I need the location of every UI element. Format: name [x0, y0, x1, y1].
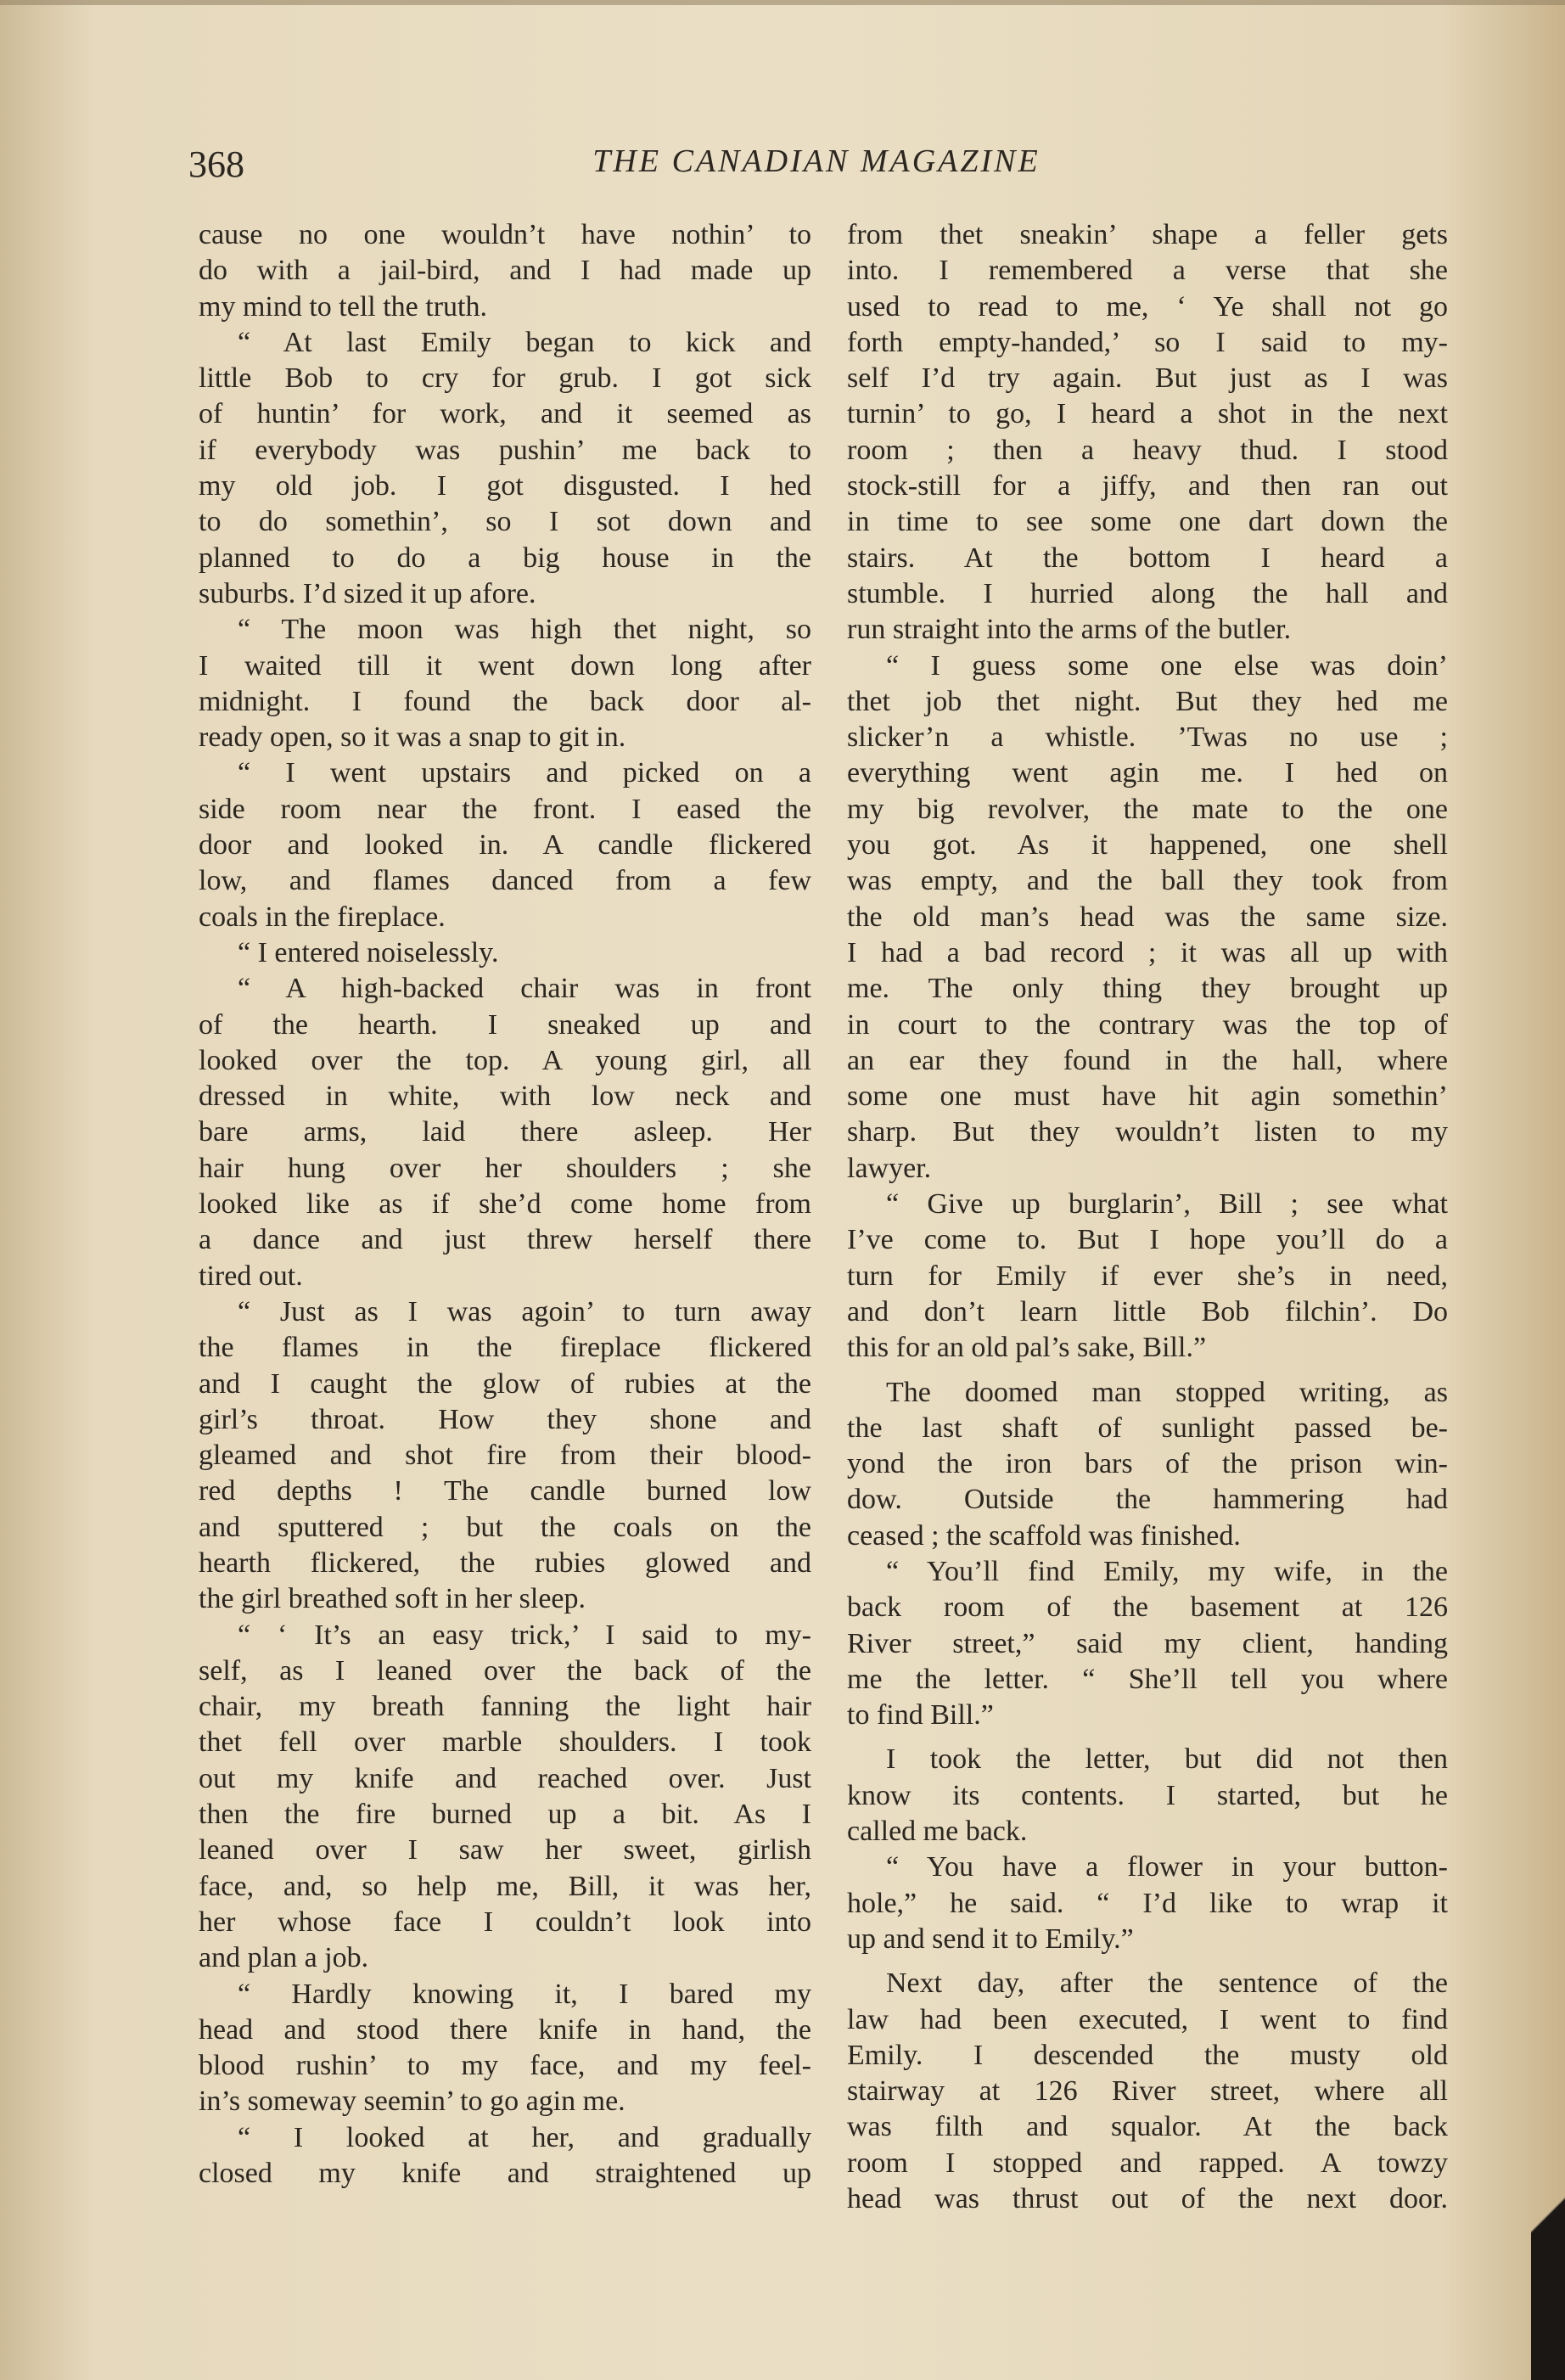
text-line: stumble. I hurried along the hall and — [847, 577, 1448, 609]
text-line: then the fire burned up a bit. As I — [199, 1799, 811, 1831]
text-line: dressed in white, with low neck and — [199, 1081, 811, 1113]
text-line: door and looked in. A candle flickered — [199, 829, 811, 862]
text-line: run straight into the arms of the butler. — [847, 614, 1292, 646]
text-line: a dance and just threw herself there — [199, 1224, 811, 1256]
text-line: self, as I leaned over the back of the — [199, 1654, 811, 1687]
text-line: self I’d try again. But just as I was — [847, 362, 1448, 395]
left-text-column — [199, 217, 811, 2192]
text-line: and I caught the glow of rubies at the — [199, 1367, 811, 1400]
text-line: called me back. — [847, 1816, 1028, 1848]
text-line: the last shaft of sunlight passed be- — [847, 1412, 1448, 1444]
text-line: “ I went upstairs and picked on a — [238, 757, 811, 789]
text-line: and sputtered ; but the coals on the — [199, 1511, 811, 1543]
text-line: face, and, so help me, Bill, it was her, — [199, 1870, 811, 1902]
text-line: “ You’ll find Emily, my wife, in the — [886, 1555, 1448, 1587]
text-line: “ Give up burglarin’, Bill ; see what — [886, 1188, 1448, 1221]
text-line: “ You have a flower in your button- — [886, 1851, 1448, 1883]
text-line: midnight. I found the back door al- — [199, 685, 811, 717]
text-line: in court to the contrary was the top of — [847, 1008, 1448, 1041]
text-line: head and stood there knife in hand, the — [199, 2013, 811, 2046]
text-line: “ A high-backed chair was in front — [238, 973, 811, 1005]
text-line: an ear they found in the hall, where — [847, 1044, 1448, 1076]
text-line: and plan a job. — [199, 1942, 369, 1974]
text-line: to find Bill.” — [847, 1699, 994, 1732]
text-line: me. The only thing they brought up — [847, 973, 1448, 1005]
text-line: stock-still for a jiffy, and then ran out — [847, 470, 1448, 502]
text-line: Emily. I descended the musty old — [847, 2039, 1448, 2071]
text-line: I’ve come to. But I hope you’ll do a — [847, 1224, 1448, 1256]
text-line: thet fell over marble shoulders. I took — [199, 1726, 811, 1759]
text-line: slicker’n a whistle. ’Twas no use ; — [847, 721, 1448, 754]
text-line: ready open, so it was a snap to git in. — [199, 721, 626, 754]
text-line: coals in the fireplace. — [199, 901, 446, 933]
text-line: blood rushin’ to my face, and my feel- — [199, 2050, 811, 2082]
page-header — [188, 143, 1444, 194]
right-text-column — [847, 217, 1448, 2217]
text-line: of huntin’ for work, and it seemed as — [199, 398, 811, 430]
text-line: dow. Outside the hammering had — [847, 1484, 1448, 1516]
text-line: some one must have hit agin somethin’ — [847, 1081, 1448, 1113]
text-line: stairway at 126 River street, where all — [847, 2075, 1448, 2108]
text-line: my mind to tell the truth. — [199, 290, 487, 323]
text-line: was empty, and the ball they took from — [847, 865, 1448, 897]
text-line: little Bob to cry for grub. I got sick — [199, 362, 811, 395]
text-line: “ At last Emily began to kick and — [238, 326, 811, 358]
text-line: I had a bad record ; it was all up with — [847, 936, 1448, 968]
text-line: River street,” said my client, handing — [847, 1627, 1448, 1659]
text-line: was filth and squalor. At the back — [847, 2111, 1448, 2143]
text-line: to do somethin’, so I sot down and — [199, 506, 811, 538]
text-line: in time to see some one dart down the — [847, 506, 1448, 538]
text-line: hair hung over her shoulders ; she — [199, 1152, 811, 1184]
text-line: “ The moon was high thet night, so — [238, 614, 811, 646]
text-line: looked over the top. A young girl, all — [199, 1044, 811, 1076]
text-line: “ Hardly knowing it, I bared my — [238, 1978, 811, 2010]
text-line: if everybody was pushin’ me back to — [199, 434, 811, 466]
text-line: stairs. At the bottom I heard a — [847, 542, 1448, 574]
text-line: you got. As it happened, one shell — [847, 829, 1448, 862]
text-line: cause no one wouldn’t have nothin’ to — [199, 219, 811, 250]
text-line: The doomed man stopped writing, as — [886, 1376, 1448, 1408]
text-line: room I stopped and rapped. A towzy — [847, 2147, 1448, 2179]
page-edge-line — [0, 0, 1565, 5]
text-line: “ I entered noiselessly. — [238, 936, 499, 968]
text-line: everything went agin me. I hed on — [847, 757, 1448, 789]
text-line: I waited till it went down long after — [199, 649, 811, 682]
text-line: I took the letter, but did not then — [886, 1743, 1448, 1776]
text-line: up and send it to Emily.” — [847, 1923, 1134, 1955]
paragraph-gap — [847, 1733, 1448, 1742]
text-line: in’s someway seemin’ to go agin me. — [199, 2085, 625, 2118]
text-line: low, and flames danced from a few — [199, 865, 811, 897]
text-line: “ I guess some one else was doin’ — [886, 649, 1448, 682]
text-line: of the hearth. I sneaked up and — [199, 1008, 811, 1041]
page-number: 368 — [188, 143, 244, 185]
text-line: chair, my breath fanning the light hair — [199, 1691, 811, 1723]
text-line: suburbs. I’d sized it up afore. — [199, 577, 536, 609]
text-line: planned to do a big house in the — [199, 542, 811, 574]
text-line: room ; then a heavy thud. I stood — [847, 434, 1448, 466]
text-line: ceased ; the scaffold was finished. — [847, 1519, 1241, 1552]
text-line: do with a jail-bird, and I had made up — [199, 255, 811, 287]
text-line: hearth flickered, the rubies glowed and — [199, 1546, 811, 1579]
text-line: head was thrust out of the next door. — [847, 2183, 1448, 2215]
text-line: “ ‘ It’s an easy trick,’ I said to my- — [238, 1619, 811, 1651]
text-line: “ Just as I was agoin’ to turn away — [238, 1295, 811, 1328]
paragraph-gap — [847, 1367, 1448, 1375]
binding-shadow — [1531, 2108, 1565, 2380]
text-line: and don’t learn little Bob filchin’. Do — [847, 1295, 1448, 1328]
text-line: thet job thet night. But they hed me — [847, 685, 1448, 717]
text-line: into. I remembered a verse that she — [847, 255, 1448, 287]
text-line: used to read to me, ‘ Ye shall not go — [847, 290, 1448, 323]
running-title: THE CANADIAN MAGAZINE — [592, 143, 1041, 179]
text-line: leaned over I saw her sweet, girlish — [199, 1834, 811, 1866]
text-line: the girl breathed soft in her sleep. — [199, 1583, 586, 1615]
text-line: sharp. But they wouldn’t listen to my — [847, 1116, 1448, 1148]
text-line: my big revolver, the mate to the one — [847, 793, 1448, 825]
text-line: out my knife and reached over. Just — [199, 1762, 811, 1794]
text-line: yond the iron bars of the prison win- — [847, 1448, 1448, 1480]
text-line: side room near the front. I eased the — [199, 793, 811, 825]
text-line: turn for Emily if ever she’s in need, — [847, 1260, 1448, 1292]
text-line: this for an old pal’s sake, Bill.” — [847, 1332, 1207, 1364]
text-line: tired out. — [199, 1260, 303, 1292]
text-line: Next day, after the sentence of the — [886, 1967, 1448, 2000]
text-line: bare arms, laid there asleep. Her — [199, 1116, 811, 1148]
text-line: forth empty-handed,’ so I said to my- — [847, 326, 1448, 358]
text-line: looked like as if she’d come home from — [199, 1188, 811, 1221]
paragraph-gap — [847, 1957, 1448, 1966]
text-line: closed my knife and straightened up — [199, 2158, 811, 2190]
text-line: gleamed and shot fire from their blood- — [199, 1440, 811, 1472]
text-line: lawyer. — [847, 1152, 932, 1184]
text-line: turnin’ to go, I heard a shot in the next — [847, 398, 1448, 430]
text-line: my old job. I got disgusted. I hed — [199, 470, 811, 502]
text-line: girl’s throat. How they shone and — [199, 1403, 811, 1435]
text-line: red depths ! The candle burned low — [199, 1475, 811, 1507]
text-line: hole,” he said. “ I’d like to wrap it — [847, 1887, 1448, 1919]
text-line: know its contents. I started, but he — [847, 1779, 1448, 1811]
text-line: “ I looked at her, and gradually — [238, 2121, 811, 2153]
text-line: the old man’s head was the same size. — [847, 901, 1448, 933]
text-line: the flames in the fireplace flickered — [199, 1332, 811, 1364]
text-line: from thet sneakin’ shape a feller gets — [847, 219, 1448, 250]
text-line: her whose face I couldn’t look into — [199, 1906, 811, 1938]
text-line: law had been executed, I went to find — [847, 2003, 1448, 2035]
text-line: back room of the basement at 126 — [847, 1591, 1448, 1624]
text-line: me the letter. “ She’ll tell you where — [847, 1663, 1448, 1695]
